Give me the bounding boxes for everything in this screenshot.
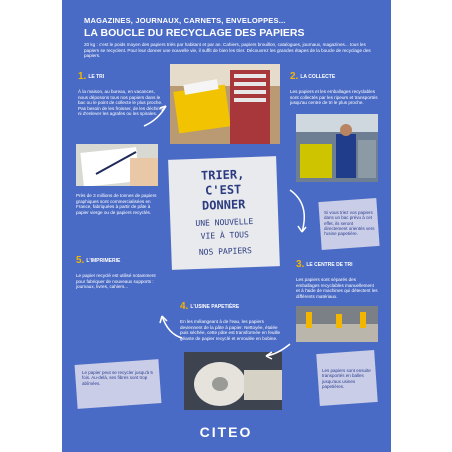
step-3-label: LE CENTRE DE TRI bbox=[306, 261, 353, 268]
photo-sorting-center bbox=[296, 306, 378, 342]
step-1-number: 1. bbox=[78, 71, 87, 83]
step-4-label: L'USINE PAPETIÈRE bbox=[190, 303, 240, 310]
step-5 bbox=[76, 252, 162, 290]
step-2-number: 2. bbox=[290, 71, 299, 83]
step-1-label: LE TRI bbox=[88, 73, 105, 80]
poster-header bbox=[84, 16, 379, 59]
poster-title: LA BOUCLE DU RECYCLAGE DES PAPIERS bbox=[84, 27, 305, 39]
arrow-icon bbox=[262, 340, 292, 360]
slogan-line-3: DONNER bbox=[201, 197, 246, 213]
slogan-card bbox=[168, 156, 280, 270]
slogan-line-4: UNE NOUVELLE bbox=[195, 216, 254, 229]
step-5-label: L'IMPRIMERIE bbox=[86, 257, 121, 264]
step-2 bbox=[290, 68, 378, 106]
step-3-text: Les papiers sont séparés des emballages recyclables manuellement et à l'aide de machines qui détectent les différents matériaux. bbox=[296, 277, 378, 299]
arrow-icon bbox=[156, 312, 184, 342]
photo-collection-truck bbox=[296, 114, 378, 182]
citeo-logo: CITEO bbox=[199, 424, 253, 440]
step-3 bbox=[296, 256, 378, 299]
photo-paper-mill bbox=[184, 352, 282, 410]
slogan-line-1: TRIER, bbox=[200, 167, 245, 183]
info-card-3-text: Le papier peut se recycler jusqu'à 5 fois. Au-delà, ses fibres sont trop abîmées. bbox=[82, 370, 153, 386]
fact-text: Près de 3 millions de tonnes de papiers graphiques sont commercialisées en France, fabriquées à partir de pâte à papier vierge ou de papiers recyclés. bbox=[76, 193, 157, 215]
step-2-label: LA COLLECTE bbox=[300, 73, 336, 80]
arrow-icon bbox=[284, 186, 314, 236]
slogan-line-2: C'EST bbox=[204, 182, 242, 198]
arrow-icon bbox=[140, 100, 170, 130]
slogan-line-6: NOS PAPIERS bbox=[198, 246, 252, 257]
info-card-1-text: Si vous triez vos papiers dans un bac prévu à cet effet, ils seront directement orientés vers l'usine papetière. bbox=[324, 210, 375, 237]
header-kicker: MAGAZINES, JOURNAUX, CARNETS, ENVELOPPES... bbox=[84, 16, 286, 25]
step-3-number: 3. bbox=[296, 259, 305, 271]
step-5-number: 5. bbox=[76, 255, 85, 267]
step-4-number: 4. bbox=[180, 301, 189, 313]
fact-block bbox=[76, 190, 160, 215]
slogan-line-5: VIE À TOUS bbox=[200, 230, 250, 241]
step-4-text: En les mélangeant à de l'eau, les papiers deviennent de la pâte à papier. Nettoyée, étalée puis séchée, cette pâte est transformée en feuille géante de papier recyclé et enroulée en bobine. bbox=[180, 319, 281, 341]
step-2-text: Les papiers et les emballages recyclables sont collectés par les ripeurs et transportés jusqu'au centre de tri le plus proche. bbox=[290, 89, 378, 106]
step-5-text: Le papier recyclé est utilisé notamment pour fabriquer de nouveaux supports : journaux, livres, cahiers... bbox=[76, 273, 156, 290]
photo-paper-writing bbox=[76, 144, 158, 186]
intro-paragraph: 20 kg : c'est le poids moyen des papiers triés par habitant et par an. Cahiers, papiers brouillon, catalogues, journaux, magazines... tous les papiers se recyclent. Pour leur donner une nouvelle vie, il suffit de bien les trier. Découvrez les grandes étapes de la boucle de recyclage des papiers. bbox=[84, 42, 371, 59]
step-4 bbox=[180, 298, 284, 341]
info-card-2-text: Les papiers sont ensuite transportés en balles jusqu'aux usines papetières. bbox=[322, 368, 371, 389]
step-1-text: À la maison, au bureau, en vacances, nous déposons tous nos papiers dans le bac ou le point de collecte le plus proche. Pas besoin de les froisser, de les déchirer, ni d'enlever les agrafes ou les spirales. bbox=[78, 89, 165, 117]
photo-sorting-bin bbox=[170, 64, 280, 144]
